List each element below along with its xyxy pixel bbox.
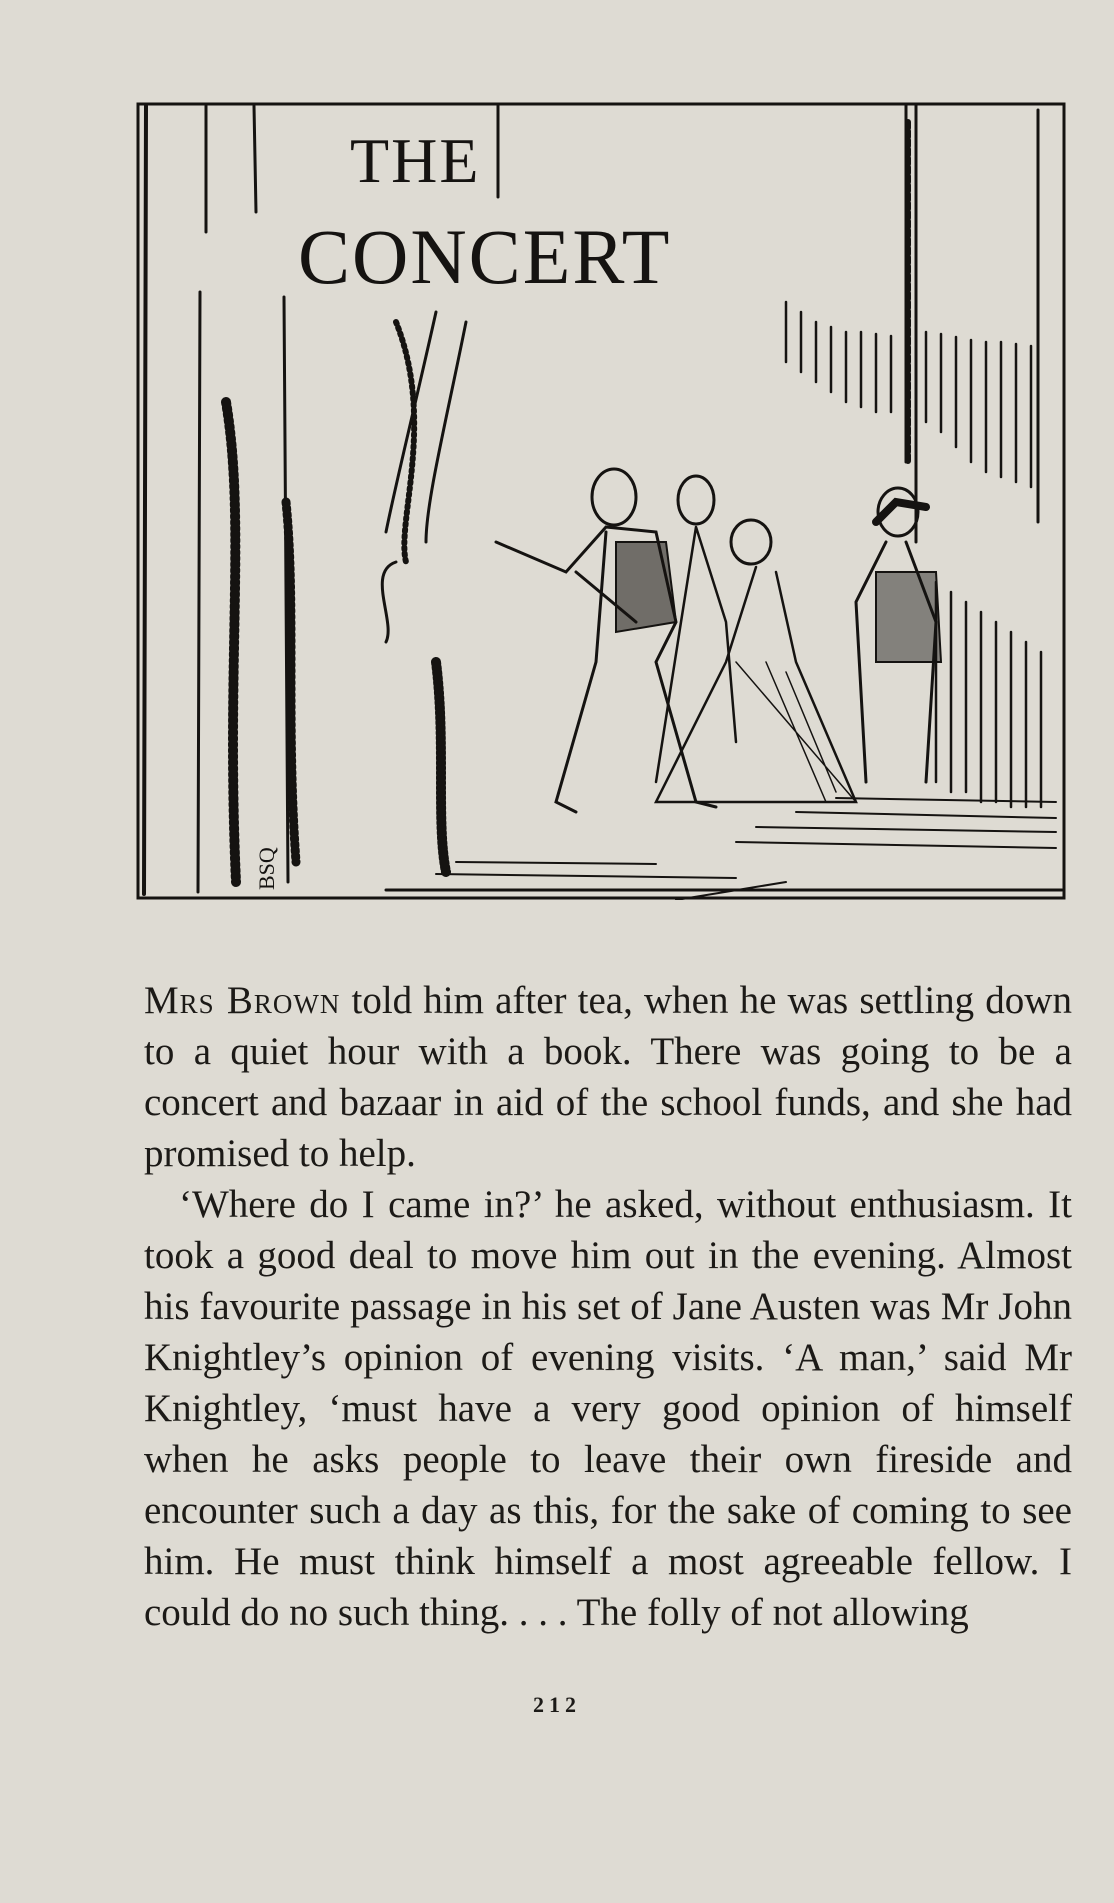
body-text bbox=[144, 975, 1072, 1638]
illustration-title-line2: CONCERT bbox=[298, 213, 672, 300]
paragraph-1-text: told him after tea, when he was settling down to a quiet hour with a book. There was going to be a concert and bazaar in aid of the school funds, and she had promised to help. bbox=[144, 979, 1072, 1175]
illustration-title-line1: THE bbox=[350, 125, 481, 196]
paragraph-2: ‘Where do I came in?’ he asked, without enthusiasm. It took a good deal to move him out in the evening. Almost his favourite passage in his set of Jane Austen was Mr John Knightley’s opinion of evening visits. ‘A man,’ said Mr Knightley, ‘must have a very good opinion of himself when he asks people to leave their own fireside and encounter such a day as this, for the sake of coming to see him. He must think himself a most agreeable fellow. I could do no such thing. . . . The folly of not allowing bbox=[144, 1183, 1072, 1634]
paragraph-1-lead: Mrs Brown bbox=[144, 979, 341, 1022]
artist-monogram: BSQ bbox=[254, 847, 279, 890]
paragraph-1 bbox=[144, 975, 1072, 1179]
concert-illustration bbox=[136, 102, 1066, 900]
page-number: 212 bbox=[533, 1692, 581, 1717]
